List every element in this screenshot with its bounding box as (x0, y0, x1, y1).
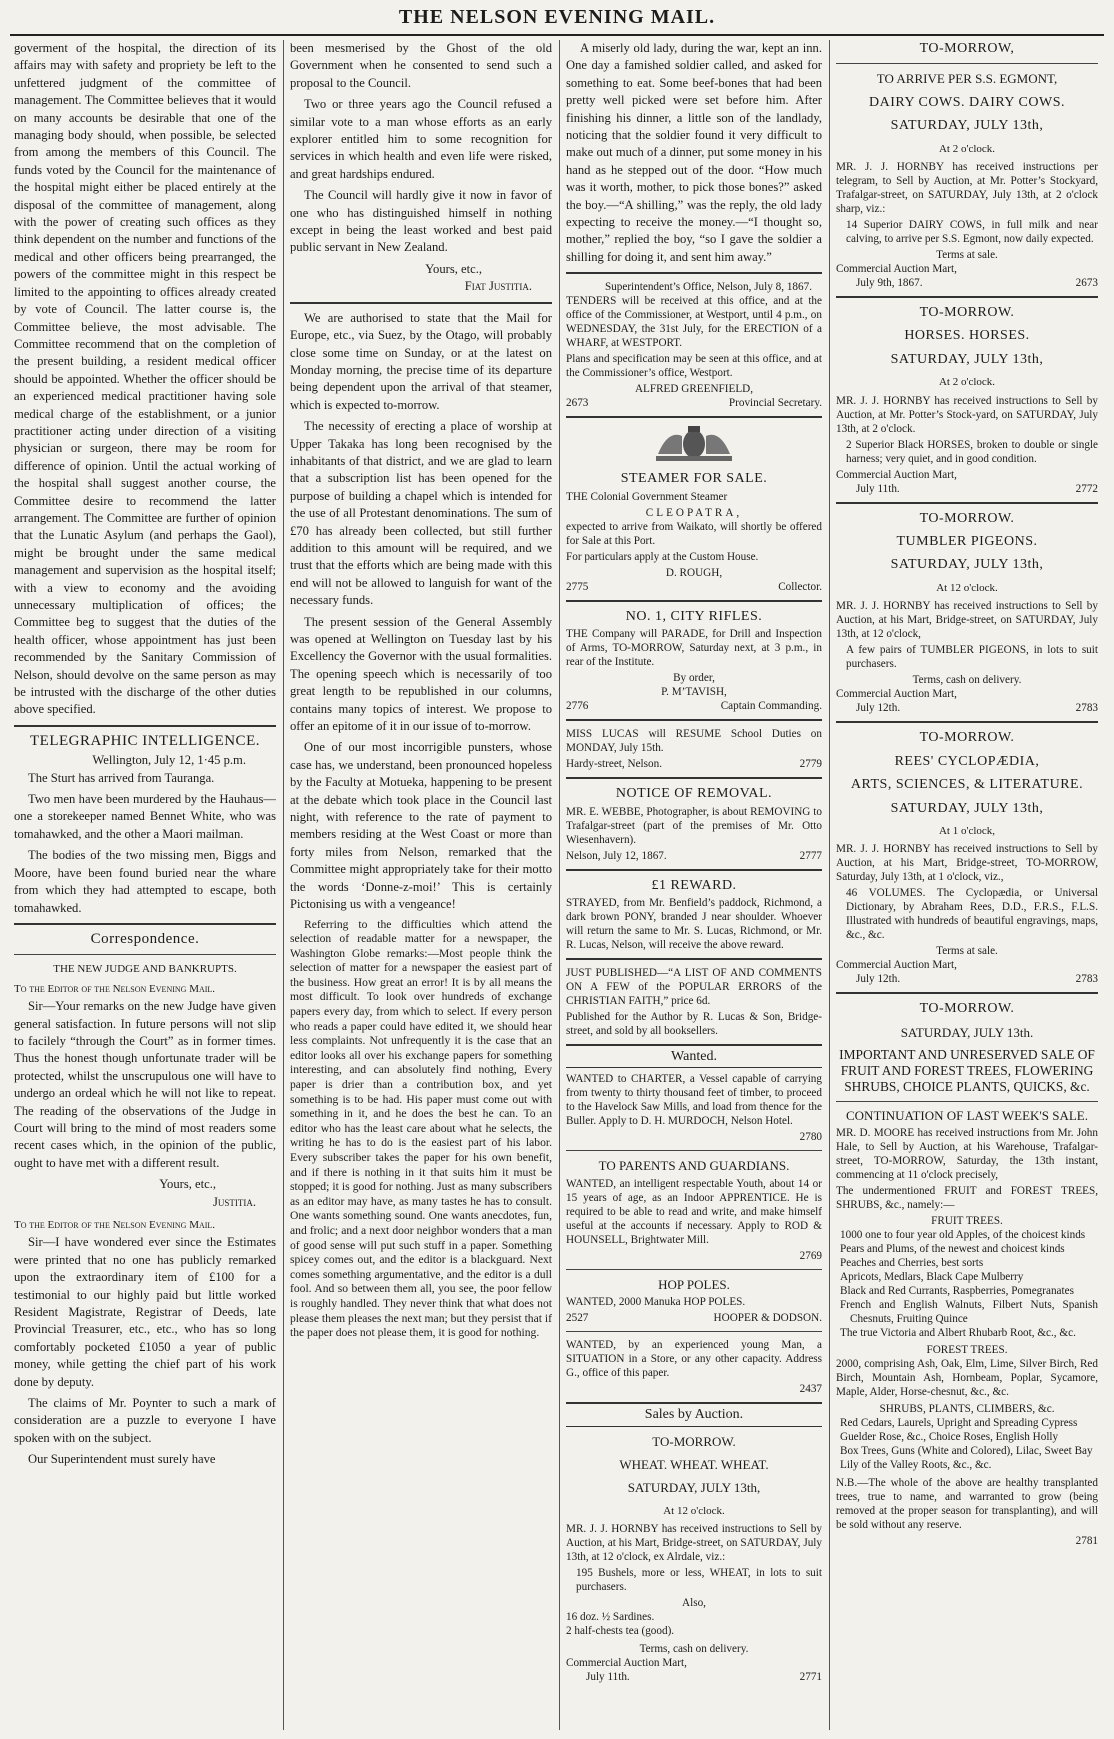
auction-heading: WHEAT. WHEAT. WHEAT. (619, 1456, 769, 1472)
removal-heading: NOTICE OF REMOVAL. (615, 786, 773, 802)
notice-number: 2779 (799, 758, 822, 771)
letter-closing: Yours, etc., (425, 261, 482, 276)
divider (14, 954, 276, 955)
auction-mart: Commercial Auction Mart, (566, 1657, 687, 1670)
auction-mart: Commercial Auction Mart, (836, 959, 957, 972)
auction-body: MR. J. J. HORNBY has received instructions to Sell by Auction, at his Mart, Bridge-street, on SATURDAY, July 13th, at 12 o'clock, ex Alrdale, viz.: (566, 1523, 822, 1564)
notice-body: WANTED, by an experienced young Man, a SITUATION in a Store, or any other capacity. Address G., office of this paper. (566, 1339, 822, 1380)
notice-signatory: HOOPER & DODSON. (713, 1312, 822, 1325)
notice-number: 2673 (566, 397, 589, 410)
auction-terms: Terms, cash on delivery. (639, 1643, 749, 1656)
divider (566, 1150, 822, 1151)
forest-trees-heading: FOREST TREES. (926, 1344, 1008, 1357)
fruit-trees-heading: FRUIT TREES. (931, 1215, 1003, 1228)
notice-body: WANTED, 2000 Manuka HOP POLES. (566, 1296, 746, 1309)
correspondence-heading: Correspondence. (90, 930, 200, 947)
news-paragraph: We are authorised to state that the Mail for Europe, etc., via Suez, by the Otago, will probably close some time on Sunday, or at the latest on Monday morning, the precise time of its departure being dependent upon the arrival of that steamer, which is expected to-morrow. (290, 310, 552, 412)
auction-body: MR. J. J. HORNBY has received instructions to Sell by Auction, at Mr. Potter’s Stock-yard, on SATURDAY, July 13th, at 2 o'clock. (836, 394, 1098, 435)
auction-terms: Terms at sale. (936, 249, 998, 262)
notice-number: 2783 (1075, 702, 1098, 715)
letter-closing: Yours, etc., (159, 1177, 216, 1192)
letter-addressee: To the Editor of the Nelson Evening Mail. (14, 1219, 216, 1231)
notice-body: For particulars apply at the Custom House. (566, 550, 759, 563)
notice-order: By order, (673, 672, 715, 685)
auction-item: 46 VOLUMES. The Cyclopædia, or Universal Dictionary, by Abraham Rees, D.D., F.R.S., F.L.S. Illustrated with hundreds of beautiful engravings, maps, &c., &c. (846, 887, 1098, 942)
auction-body: MR. J. J. HORNBY has received instructions to Sell by Auction, at his Mart, Bridge-street, on SATURDAY, July 13th, at 12 o'clock, (836, 600, 1098, 641)
auction-item: 2000, comprising Ash, Oak, Elm, Lime, Silver Birch, Red Birch, Mountain Ash, Hornbeam, Poplar, Sycamore, Maple, Alder, Horse-chesnut, &c., &c. (836, 1358, 1098, 1399)
notice-number: 2527 (566, 1312, 589, 1325)
masthead-rule (10, 34, 1104, 36)
notice-number: 2769 (799, 1249, 822, 1262)
auction-mart-date: July 9th, 1867. (856, 277, 923, 290)
auction-heading: HORSES. HORSES. (904, 328, 1030, 344)
letter-body: Two or three years ago the Council refused a similar vote to a man whose efforts as an early explorer entitled him to some recognition for services in which health and even life were risked, and great hardships endured. (290, 97, 552, 181)
telegraphic-item: The bodies of the two missing men, Biggs and Moore, have been found buried near the whare from which they had attempted to escape, both tomahawked. (14, 848, 276, 915)
news-paragraph: The necessity of erecting a place of worship at Upper Takaka has long been recognised by the inhabitants of that district, and we are glad to learn that a subscription list has been opened for the purpose of building a chapel which is intended for the use of all Protestant denominations. The sum of £70 has already been collected, but still further addition to this amount will be required, and we trust that the efforts which are being made with this end will not be allowed to languish for want of the necessary funds. (290, 419, 552, 608)
list-item: Red Cedars, Laurels, Upright and Spreading Cypress (840, 1417, 1078, 1430)
trees-auction (836, 1126, 1098, 1548)
divider (566, 777, 822, 779)
notice-date: Nelson, July 12, 1867. (566, 849, 667, 862)
list-item: The true Victoria and Albert Rhubarb Root, &c., &c. (840, 1327, 1076, 1340)
reward-notice (566, 896, 822, 952)
auction-date: SATURDAY, JULY 13th, (890, 557, 1044, 573)
letter-signature: Justitia. (212, 1194, 256, 1209)
hospital-report-text: goverment of the hospital, the direction of its affairs may with safety and propriety be left to the unfettered judgment of the committee of management. The Committee believes that it would on many accounts be desirable that one of the managing body should, when possible, be selected from among the members of this Council. The funds voted by the Council for the maintenance of the hospital might either be placed entirely at the disposal of the committee of management, along with the power of creating such offices as they think dependent on the number and functions of the medical and other officers being prearranged, the powers of the committee might in this respect be limited to the appointing to offices already created by vote of Council. The latter course is, the Committee believe, the most advisable. The Committee recommend that on the completion of the present building, a resident medical officer should be appointed. Whether the officer should be an experienced medical practitioner having sole medical charge of the establishment, or a junior practitioner acting under direction of a visiting physician or surgeon, there may be room for difference of opinion. Until the actual working of the hospital shall suggest another course, the Committee desire to recommend the latter arrangement. The Committee are further of opinion that the Lunatic Asylum (and perhaps the Gaol), might be brought under the same medical management and supervision as the hospital itself; with a view to economy and the avoiding unnecessary multiplication of offices; the Committee beg to suggest that the duties of the health officer, whose appointment has just been recommended by the Sanitary Commission of Nelson, should devolve on the same person as may be intrusted with the discharge of the other duties above specified. (14, 41, 276, 717)
publication-notice (566, 966, 822, 1038)
rifles-heading: NO. 1, CITY RIFLES. (625, 608, 763, 624)
notice-number: 2673 (1075, 277, 1098, 290)
notice-number: 2783 (1075, 973, 1098, 986)
list-item: Box Trees, Guns (White and Colored), Lilac, Sweet Bay (840, 1445, 1093, 1458)
horses-auction (836, 394, 1098, 496)
list-item: Guelder Rose, &c., Choice Roses, English Holly (840, 1431, 1059, 1444)
column-1 (14, 40, 276, 1730)
coat-of-arms-icon (648, 424, 740, 464)
auction-date: SATURDAY, JULY 13th, (890, 800, 1044, 816)
wanted-apprentice (566, 1177, 822, 1263)
notice-number: 2772 (1075, 482, 1098, 495)
auction-body: The undermentioned FRUIT and FOREST TREES, SHRUBS, &c., namely:— (836, 1185, 1098, 1212)
list-item: 1000 one to four year old Apples, of the choicest kinds (840, 1229, 1086, 1242)
list-item: Pears and Plums, of the newest and choicest kinds (840, 1243, 1065, 1256)
auction-body: MR. D. MOORE has received instructions from Mr. John Hale, to Sell by Auction, at his Warehouse, Trafalgar-street, TO-MORROW, Saturday, the 13th instant, commencing at 11 o'clock precisely, (836, 1127, 1098, 1182)
telegraphic-item: The Sturt has arrived from Tauranga. (28, 770, 215, 785)
divider (566, 272, 822, 274)
notice-body: Plans and specification may be seen at this office, and at the Commissioner’s office, Westport. (566, 353, 822, 380)
masthead: THE NELSON EVENING MAIL. (398, 6, 716, 28)
shrubs-heading: SHRUBS, PLANTS, CLIMBERS, &c. (879, 1403, 1055, 1416)
wanted-charter (566, 1072, 822, 1144)
news-paragraph: One of our most incorrigible punsters, whose case has, we understand, been pronounced hopeless by the Faculty at Motueka, happening to be present at the debate which took place in the Council last night, with reference to the rate of payment to members residing at the West Coast or more than forty miles from Nelson, remarked that the Committee might appropriately take for their motto the words ‘Donne-z-moi!’ This is certainly Pictonising us with a vengeance! (290, 740, 552, 912)
divider (566, 1331, 822, 1332)
letter-addressee: To the Editor of the Nelson Evening Mail. (14, 982, 216, 995)
wanted-hop-poles (566, 1295, 822, 1325)
auction-mart: Commercial Auction Mart, (836, 468, 957, 481)
notice-office: Superintendent’s Office, Nelson, July 8, 1867. (604, 281, 812, 294)
letter-title: THE NEW JUDGE AND BANKRUPTS. (53, 963, 237, 976)
auction-also: Also, (682, 1597, 706, 1610)
auction-body: MR. J. J. HORNBY has received instructions per telegram, to Sell by Auction, at Mr. Potter’s Stockyard, Trafalgar-street, on SATURDAY, July 13th, at 2 o'clock sharp, viz.: (836, 161, 1098, 216)
divider (566, 719, 822, 721)
auction-heading: TUMBLER PIGEONS. (896, 534, 1038, 550)
news-paragraph: Referring to the difficulties which attend the selection of readable matter for a newspaper, the Washington Globe remarks:—Most people think the selection of matter for a newspaper the easiest part of the business. How great an error! It is by all means the most difficult. To look over hundreds of exchange papers every day, from which to select. If every person who reads a paper could have edited it, we should hear less complaints. Not unfrequently it is the case that an editor looks all over his exchange papers for something interesting, and can absolutely find nothing, Every paper is drier than a contribution box, and yet something is to be had. His paper must come out with something in it, and he does the best he can. To an editor who has the least care about what he selects, the writing he has to do is the easiest part of his labor. Every subscriber takes the paper for his own benefit, and if there is nothing in it that suits him it must be stopped; it is good for nothing. Just as many subscribers as an editor may have, as many tastes he has to consult. One wants something sound. One wants anecdotes, fun, and frolic; and a next door neighbor wonders that a man of good sense will put such stuff in a paper. Something spicey comes out, and the editor is a blackguard. Next comes something argumentative, and the editor is a dull fool. And so between them all, you see, the poor fellow is roughly handled. They never think that what does not please them pleases the next man; but they persist that if the paper does not please them, it is good for nothing. (290, 917, 552, 1340)
notice-number: 2780 (799, 1131, 822, 1144)
auction-terms: Terms, cash on delivery. (912, 674, 1022, 687)
notice-body: WANTED to CHARTER, a Vessel capable of carrying from twenty to thirty thousand feet of timber, to proceed to the Havelock Saw Mills, and load from thence for the Buller. Apply to D. H. MURDOCH, Nelson Hotel. (566, 1073, 822, 1128)
auction-item: 2 half-chests tea (good). (566, 1625, 675, 1638)
notice-body: WANTED, an intelligent respectable Youth, about 14 or 15 years of age, as an Indoor APPRENTICE. He is required to be able to read and write, and make himself useful at the accounts if necessary. Apply to ROD & HOUNSELL, Brightwater Mill. (566, 1177, 822, 1246)
auction-item: 14 Superior DAIRY COWS, in full milk and near calving, to arrive per S.S. Egmont, now daily expected. (846, 219, 1098, 246)
removal-notice (566, 805, 822, 863)
notice-title: Collector. (778, 580, 822, 593)
notice-body: STRAYED, from Mr. Benfield’s paddock, Richmond, a dark brown PONY, branded J near shoulder. Whoever will return the same to Mr. S. Lucas, Richmond, or Mr. R. Lucas, Nelson, will receive the above reward. (566, 896, 822, 951)
hop-poles-heading: HOP POLES. (658, 1276, 730, 1292)
anecdote-paragraph: A miserly old lady, during the war, kept an inn. One day a famished soldier called, and asked for something to eat. Some beef-bones that had been pretty well picked were set before him. After finishing his dinner, a little son of the landlady, noticing that the soldier found it very difficult to make out much of a dinner, put some money in his hand as he stepped out of the door. “How much was it worth, mother, to pick those bones?” asked the boy.—“A shilling,” was the reply, the old lady expecting to receive the money.—“I thought so, mother,” replied the boy, “so I gave the soldier a shilling for doing it, and sent him away.” (566, 41, 822, 264)
auction-day: TO-MORROW. (919, 1001, 1015, 1017)
auction-day: TO-MORROW. (652, 1433, 736, 1449)
auction-date: SATURDAY, JULY 13th, (627, 1480, 761, 1496)
steamer-notice (566, 490, 822, 594)
parents-heading: TO PARENTS AND GUARDIANS. (598, 1158, 790, 1174)
divider (14, 725, 276, 727)
wanted-heading: Wanted. (566, 1044, 822, 1068)
auction-subheading: ARTS, SCIENCES, & LITERATURE. (850, 777, 1084, 793)
auction-mart: Commercial Auction Mart, (836, 688, 957, 701)
notice-number: 2771 (799, 1671, 822, 1684)
notice-body: JUST PUBLISHED—“A LIST OF AND COMMENTS ON A FEW of the POPULAR ERRORS of the CHRISTIAN FAITH,” price 6d. (566, 966, 822, 1007)
list-item: Lily of the Valley Roots, &c., &c. (840, 1459, 992, 1472)
column-4 (836, 40, 1098, 1730)
notice-number: 2781 (1075, 1535, 1098, 1548)
auction-mart-date: July 12th. (856, 702, 901, 715)
divider (836, 992, 1098, 994)
school-notice (566, 727, 822, 771)
letter-body: The claims of Mr. Poynter to such a mark of consideration are a puzzle to everyone I have spoken with on the subject. (14, 1396, 276, 1445)
divider (566, 958, 822, 960)
auction-time: At 1 o'clock, (938, 824, 996, 837)
auction-arrival: TO ARRIVE PER S.S. EGMONT, (876, 71, 1058, 87)
telegraphic-item: Two men have been murdered by the Hauhaus—one a storekeeper named Bennet White, who was tomahawked, and the other a Maori mailman. (14, 792, 276, 841)
list-item: Black and Red Currants, Raspberries, Pomegranates (840, 1285, 1074, 1298)
auction-day: TO-MORROW, (919, 41, 1015, 56)
tender-notice (566, 280, 822, 410)
divider (566, 1269, 822, 1270)
column-divider (829, 40, 830, 1730)
steamer-heading: STEAMER FOR SALE. (620, 471, 768, 487)
auction-day: TO-MORROW. (919, 730, 1015, 746)
auction-heading: REES' CYCLOPÆDIA, (894, 753, 1040, 769)
auction-note: N.B.—The whole of the above are healthy transplanted trees, true to name, and warranted to grow (being removed at the proper season for transplanting), and will be sold without any reserve. (836, 1477, 1098, 1532)
auction-mart: Commercial Auction Mart, (836, 263, 957, 276)
notice-number: 2437 (799, 1383, 822, 1396)
divider (566, 600, 822, 602)
notice-number: 2775 (566, 580, 589, 593)
divider (836, 721, 1098, 723)
auction-date: SATURDAY, JULY 13th, (890, 118, 1044, 134)
auction-mart-date: July 12th. (856, 973, 901, 986)
auction-time: At 2 o'clock. (938, 142, 996, 155)
sales-by-auction-heading: Sales by Auction. (566, 1402, 822, 1426)
auction-time: At 12 o'clock. (936, 581, 998, 594)
telegraphic-heading: TELEGRAPHIC INTELLIGENCE. (30, 732, 260, 749)
column-divider (559, 40, 560, 1730)
rifles-notice (566, 627, 822, 713)
auction-body: MR. J. J. HORNBY has received instructions to Sell by Auction, at his Mart, Bridge-street, TO-MORROW, Saturday, July 13th, at 1 o'clock, viz., (836, 843, 1098, 884)
list-item: Peaches and Cherries, best sorts (840, 1257, 984, 1270)
news-paragraph: The present session of the General Assembly was opened at Wellington on Tuesday last by his Excellency the Governor with the usual formalities. The opening speech which is necessarily of too great length to be republished in our columns, contains many topics of interest. We propose to offer an epitome of it in our issue of to-morrow. (290, 614, 552, 734)
notice-number: 2776 (566, 700, 589, 713)
auction-time: At 12 o'clock. (663, 1504, 725, 1517)
notice-body: MISS LUCAS will RESUME School Duties on MONDAY, July 15th. (566, 728, 822, 755)
notice-signatory: P. M’TAVISH, (661, 686, 727, 699)
dairy-cows-auction (836, 160, 1098, 290)
auction-terms: Terms at sale. (936, 945, 998, 958)
wheat-auction (566, 1522, 822, 1684)
notice-title: Provincial Secretary. (728, 397, 822, 410)
notice-body: MR. E. WEBBE, Photographer, is about REMOVING to Trafalgar-street (part of the premises of Mr. Otto Wiesenhavern). (566, 805, 822, 846)
auction-mart-date: July 11th. (856, 482, 900, 495)
auction-mart-date: July 11th. (586, 1671, 630, 1684)
column-3 (566, 40, 822, 1730)
auction-heading: IMPORTANT AND UNRESERVED SALE OF FRUIT AND FOREST TREES, FLOWERING SHRUBS, CHOICE PLANTS, QUICKS, &c. (839, 1047, 1095, 1095)
auction-item: A few pairs of TUMBLER PIGEONS, in lots to suit purchasers. (846, 644, 1098, 671)
divider (290, 302, 552, 304)
pigeons-auction (836, 599, 1098, 715)
divider (836, 63, 1098, 64)
letter-body: been mesmerised by the Ghost of the old Government when he consented to send such a proposal to the Council. (290, 41, 552, 90)
auction-item: 195 Bushels, more or less, WHEAT, in lots to suit purchasers. (576, 1567, 822, 1594)
notice-signatory: ALFRED GREENFIELD, (634, 383, 754, 396)
notice-title: Captain Commanding. (720, 700, 822, 713)
wanted-situation (566, 1338, 822, 1396)
list-item: French and English Walnuts, Filbert Nuts, Spanish Chesnuts, Fruiting Quince (840, 1299, 1098, 1326)
auction-day: TO-MORROW. (919, 305, 1015, 321)
notice-body: TENDERS will be received at this office, and at the office of the Commissioner, at Westport, until 4 p.m., on WEDNESDAY, the 31st July, for the ERECTION of a WHARF, at WESTPORT. (566, 295, 822, 350)
divider (836, 502, 1098, 504)
auction-day: TO-MORROW. (919, 510, 1015, 526)
reward-heading: £1 REWARD. (651, 877, 737, 893)
letter-body: Sir—I have wondered ever since the Estimates were printed that no one has publicly remarked upon the extraordinary item of £100 for a testimonial to our highly paid but little worked Resident Magistrate, Registrar of Deeds, late Provincial Treasurer, etc., etc., who has so long comfortably pocketed £1050 a year of public money, while getting the chief part of his work done by deputy. (14, 1235, 276, 1389)
notice-number: 2777 (799, 849, 822, 862)
divider (14, 923, 276, 925)
letter-signature: Fiat Justitia. (464, 279, 532, 294)
column-divider (283, 40, 284, 1730)
auction-time: At 2 o'clock. (938, 376, 996, 389)
divider (836, 1101, 1098, 1102)
steamer-name: CLEOPATRA, (645, 506, 743, 519)
auction-item: 2 Superior Black HORSES, broken to double or single harness; very quiet, and in good condition. (846, 438, 1098, 465)
letter-body: Our Superintendent must surely have (28, 1452, 216, 1467)
notice-body: THE Company will PARADE, for Drill and Inspection of Arms, TO-MORROW, Saturday next, at 3 p.m., in rear of the Institute. (566, 628, 822, 669)
auction-date: SATURDAY, JULY 13th, (890, 351, 1044, 367)
letter-body: The Council will hardly give it now in favor of one who has distinguished himself in nothing except in being the least worked and best paid public servant in New Zealand. (290, 188, 552, 255)
divider (566, 869, 822, 871)
letter-body: Sir—Your remarks on the new Judge have given general satisfaction. In future persons will not slip to facilely “through the Court” as in former times. Thus the honest though unfortunate trader will be protected, whilst the unscrupulous one will have to undergo an ordeal which he will not like to repeat. The reading of the observations of the Judge in Court will bring to the mind of most readers some recent cases which, in the opinion of the public, ought to have met with a different result. (14, 999, 276, 1170)
notice-signatory: D. ROUGH, (665, 566, 723, 579)
notice-body: Published for the Author by R. Lucas & Son, Bridge-street, and sold by all booksellers. (566, 1010, 822, 1037)
auction-heading: DAIRY COWS. DAIRY COWS. (869, 94, 1065, 110)
list-item: Apricots, Medlars, Black Cape Mulberry (840, 1271, 1024, 1284)
auction-item: 16 doz. ½ Sardines. (566, 1611, 655, 1624)
divider (566, 416, 822, 418)
cyclopaedia-auction (836, 842, 1098, 986)
auction-subheading: CONTINUATION OF LAST WEEK'S SALE. (846, 1108, 1088, 1124)
telegraphic-dateline: Wellington, July 12, 1·45 p.m. (92, 753, 246, 768)
royal-coat-of-arms (566, 424, 822, 464)
notice-body: expected to arrive from Waikato, will shortly be offered for Sale at this Port. (566, 520, 822, 547)
divider (836, 296, 1098, 298)
notice-body: THE Colonial Government Steamer (566, 490, 728, 503)
column-2 (290, 40, 552, 1730)
notice-address: Hardy-street, Nelson. (566, 758, 662, 771)
auction-date: SATURDAY, JULY 13th. (900, 1024, 1034, 1040)
